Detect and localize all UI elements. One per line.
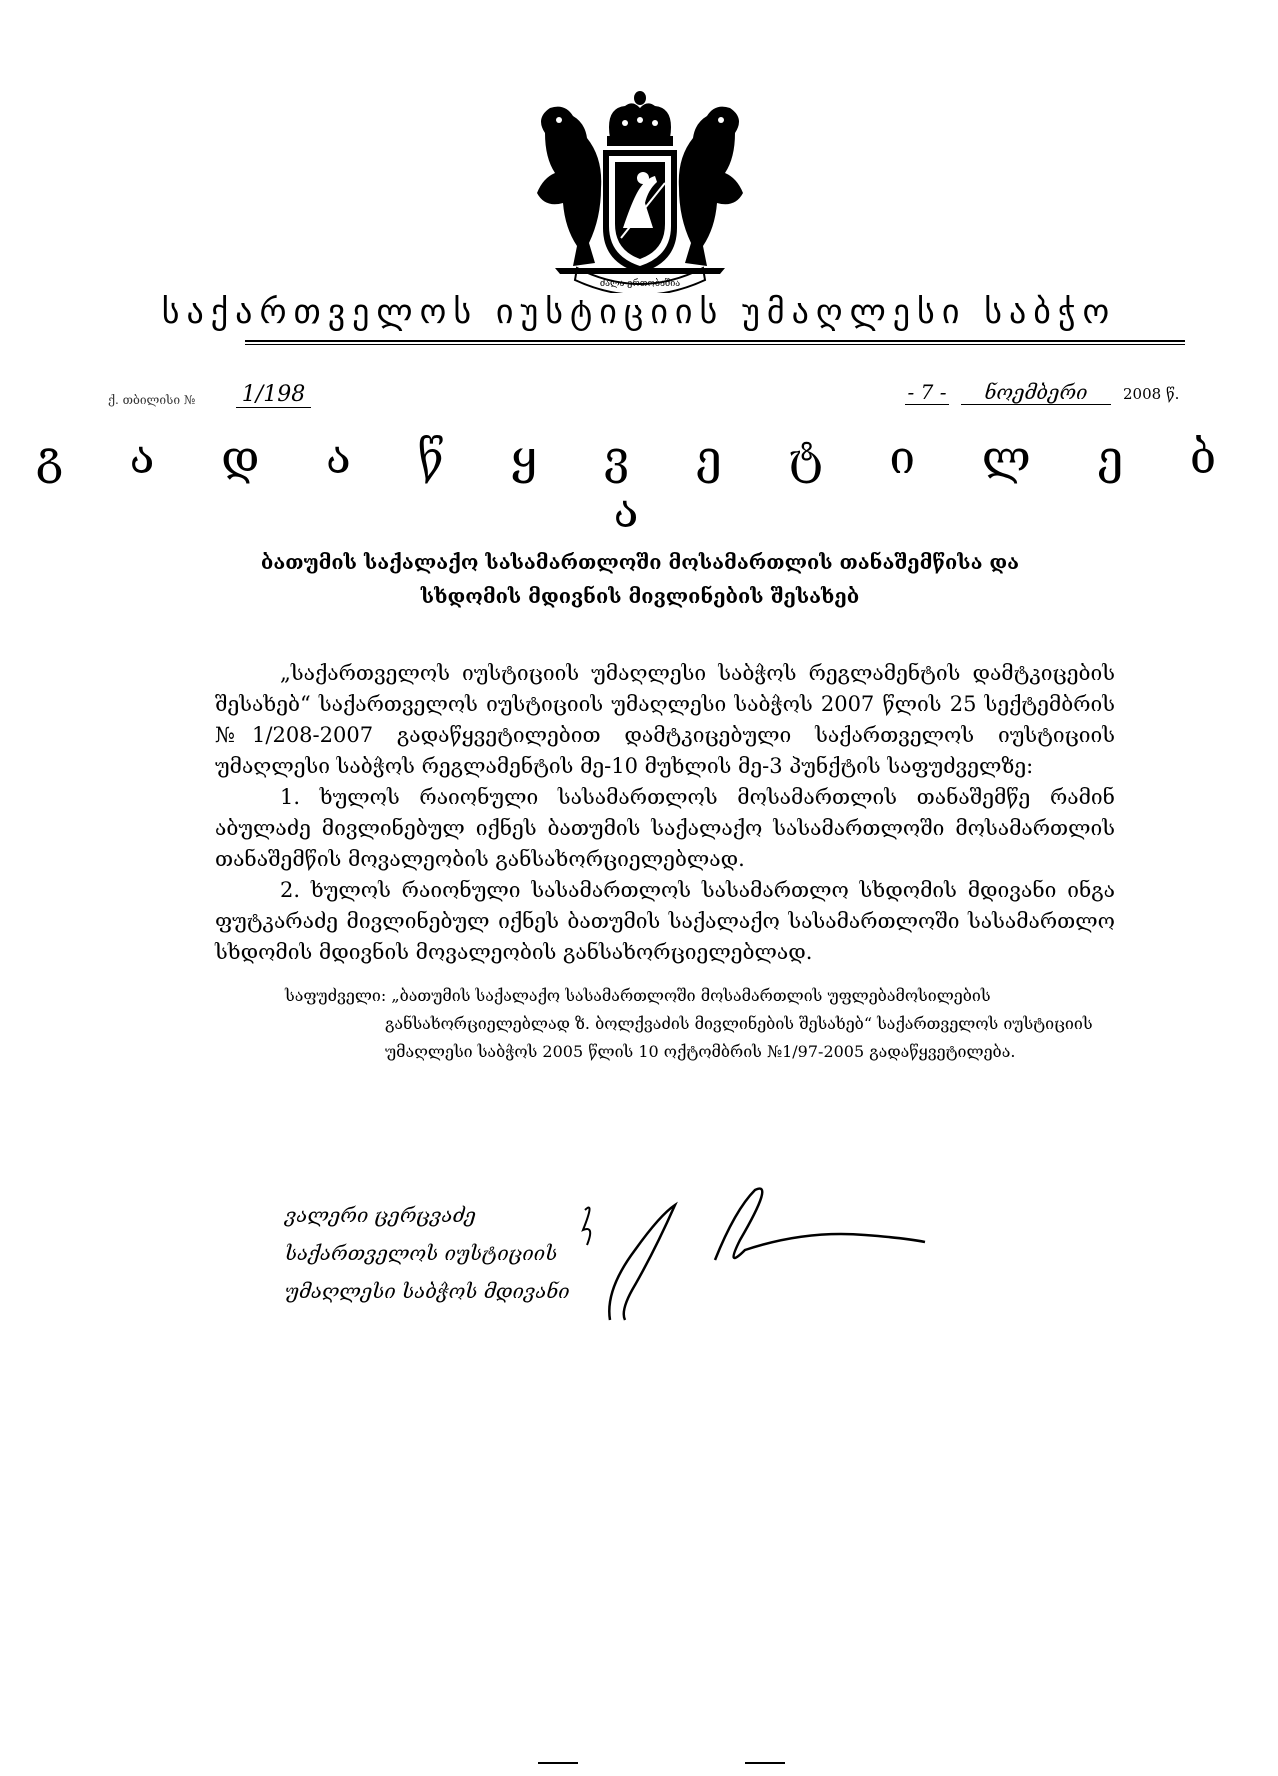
- decision-item-1: 1. ხულოს რაიონული სასამართლოს მოსამართლის თანაშემწე რამინ აბულაძე მივლინებულ იქნეს ბათუმის საქალაქო სასამართლოში მოსამართლის თანაშემწის მოვალეობის განსახორციელებლად.: [215, 785, 1115, 871]
- institution-name: საქართველოს იუსტიციის უმაღლესი საბჭო: [161, 292, 1117, 332]
- date-day: - 7 -: [905, 380, 949, 405]
- signatory-title-line-2: უმაღლესი საბჭოს მდივანი: [285, 1279, 570, 1303]
- coat-of-arms-emblem: [515, 78, 765, 293]
- date-month: ნოემბერი: [961, 380, 1111, 405]
- registration-number-label: ქ. თბილისი №: [108, 393, 196, 407]
- document-type-title: გ ა დ ა წ ყ ვ ე ტ ი ლ ე ბ ა: [35, 430, 1243, 538]
- signatory-block: [285, 1196, 570, 1310]
- scan-edge-marks: [0, 1760, 1278, 1766]
- basis-line-1: საფუძველი: „ბათუმის საქალაქო სასამართლოში მოსამართლის უფლებამოსილების: [285, 986, 991, 1005]
- basis-line-3: უმაღლესი საბჭოს 2005 წლის 10 ოქტომბრის №1/97-2005 გადაწყვეტილება.: [385, 1042, 1016, 1061]
- document-subject: [250, 545, 1030, 613]
- svg-text:ძალა ერთობაშია: ძალა ერთობაშია: [599, 279, 681, 289]
- decision-item-2: 2. ხულოს რაიონული სასამართლოს სასამართლო სხდომის მდივანი ინგა ფუტკარაძე მივლინებულ იქნეს ბათუმის საქალაქო სასამართლოში სასამართლო სხდომის მდივნის მოვალეობის განსახორციელებლად.: [215, 878, 1115, 964]
- crown-icon: [607, 91, 673, 146]
- subject-line-1: ბათუმის საქალაქო სასამართლოში მოსამართლის თანაშემწისა და: [260, 550, 1020, 574]
- basis-line-2: განსახორციელებლად ზ. ბოლქვაძის მივლინების შესახებ“ საქართველოს იუსტიციის: [385, 1014, 1093, 1033]
- signatory-title-line-1: საქართველოს იუსტიციის: [285, 1241, 558, 1265]
- basis-note: [285, 982, 1105, 1066]
- document-body: [215, 658, 1115, 968]
- subject-line-2: სხდომის მდივნის მივლინების შესახებ: [420, 584, 860, 608]
- registration-number-value: 1/198: [236, 382, 311, 408]
- signatory-name: ვალერი ცერცვაძე: [285, 1203, 476, 1227]
- date-year: 2008 წ.: [1123, 385, 1180, 403]
- document-date: [905, 380, 1179, 405]
- preamble-paragraph: „საქართველოს იუსტიციის უმაღლესი საბჭოს რეგლამენტის დამტკიცების შესახებ“ საქართველოს იუსტიციის უმაღლესი საბჭოს 2007 წლის 25 სექტემბრის №1/208-2007 გადაწყვეტილებით დამტკიცებული საქართველოს იუსტიციის უმაღლესი საბჭოს რეგლამენტის მე-10 მუხლის მე-3 პუნქტის საფუძველზე:: [215, 661, 1115, 778]
- left-lion-supporter: [537, 107, 601, 266]
- handwritten-signature: [565, 1170, 965, 1340]
- header-divider: [245, 340, 1185, 345]
- right-lion-supporter: [679, 107, 743, 266]
